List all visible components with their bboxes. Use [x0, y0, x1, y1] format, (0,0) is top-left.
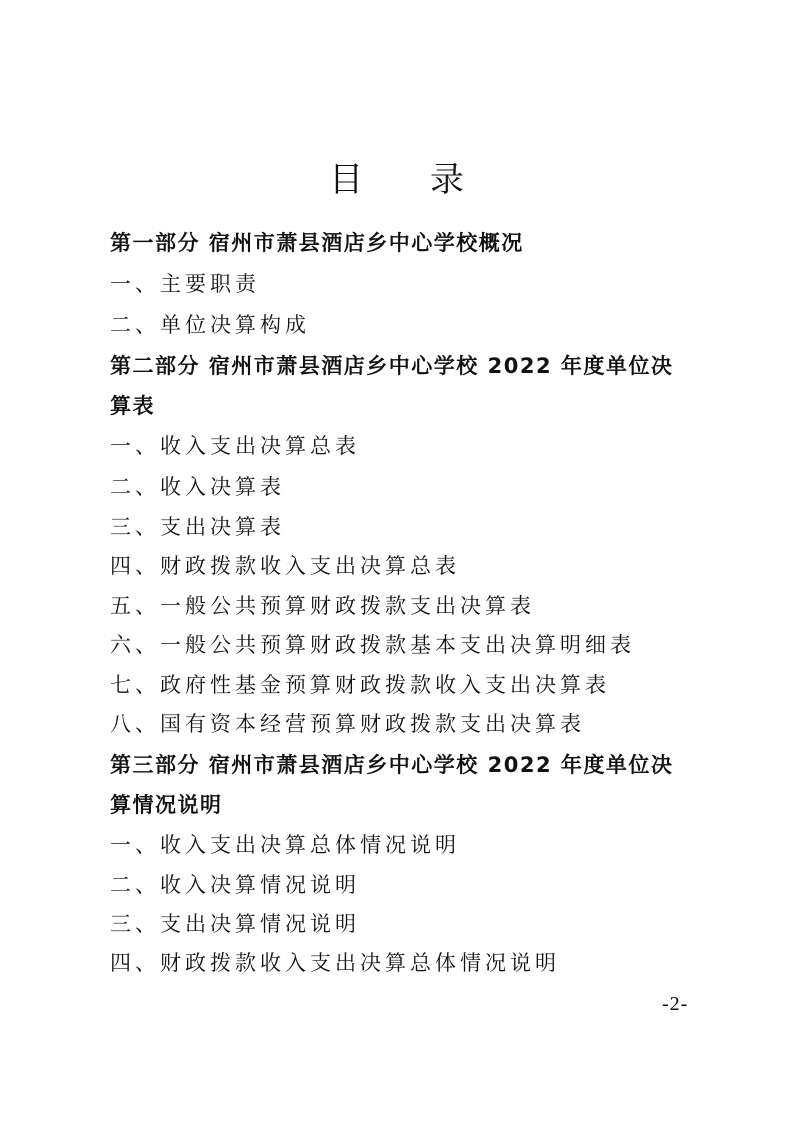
part3-heading-line1[interactable]: 第三部分 宿州市萧县酒店乡中心学校 2022 年度单位决 — [110, 753, 674, 777]
page-number: -2- — [662, 993, 689, 1015]
part2-heading-line2[interactable]: 算表 — [110, 394, 155, 418]
part3-item-1[interactable]: 一、收入支出决算总体情况说明 — [110, 833, 460, 857]
part1-item-duties[interactable]: 一、主要职责 — [110, 272, 260, 296]
part2-item-1[interactable]: 一、收入支出决算总表 — [110, 434, 360, 458]
part2-item-5[interactable]: 五、一般公共预算财政拨款支出决算表 — [110, 594, 535, 618]
part1-item-structure[interactable]: 二、单位决算构成 — [110, 313, 310, 337]
part2-item-4[interactable]: 四、财政拨款收入支出决算总表 — [110, 554, 460, 578]
part3-item-4[interactable]: 四、财政拨款收入支出决算总体情况说明 — [110, 951, 560, 975]
part2-item-2[interactable]: 二、收入决算表 — [110, 475, 285, 499]
toc-title: 目 录 — [329, 160, 492, 200]
part2-item-6[interactable]: 六、一般公共预算财政拨款基本支出决算明细表 — [110, 633, 635, 657]
part3-item-2[interactable]: 二、收入决算情况说明 — [110, 873, 360, 897]
part2-item-3[interactable]: 三、支出决算表 — [110, 515, 285, 539]
part1-heading[interactable]: 第一部分 宿州市萧县酒店乡中心学校概况 — [110, 231, 524, 255]
part2-item-8[interactable]: 八、国有资本经营预算财政拨款支出决算表 — [110, 712, 585, 736]
part2-heading-line1[interactable]: 第二部分 宿州市萧县酒店乡中心学校 2022 年度单位决 — [110, 354, 674, 378]
part3-heading-line2[interactable]: 算情况说明 — [110, 793, 223, 817]
part2-item-7[interactable]: 七、政府性基金预算财政拨款收入支出决算表 — [110, 673, 610, 697]
part3-item-3[interactable]: 三、支出决算情况说明 — [110, 912, 360, 936]
